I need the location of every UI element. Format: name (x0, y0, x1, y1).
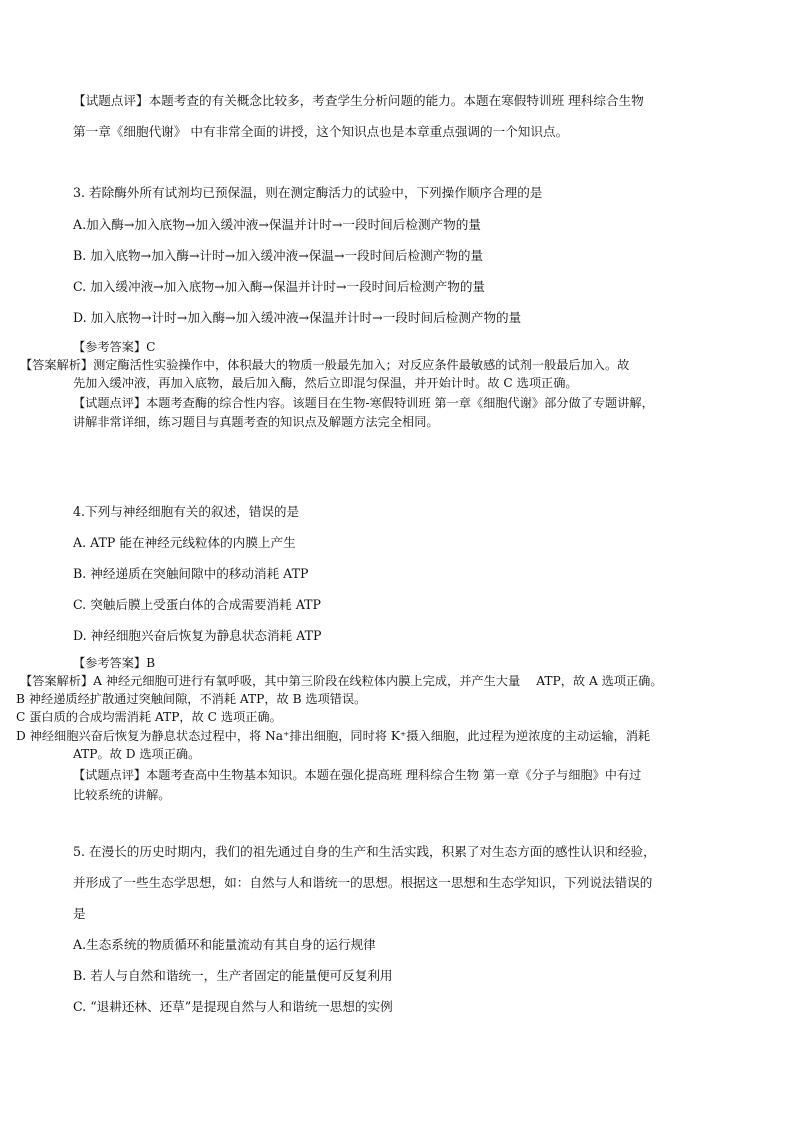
analysis-line: B 神经递质经扩散通过突触间隙，不消耗 ATP，故 B 选项错误。 (16, 692, 367, 706)
option-d: D. 神经细胞兴奋后恢复为静息状态消耗 ATP (73, 628, 322, 643)
option-b: B. 神经递质在突触间隙中的移动消耗 ATP (73, 566, 309, 581)
question-3-stem: 3. 若除酶外所有试剂均已预保温，则在测定酶活力的试验中，下列操作顺序合理的是 (73, 185, 543, 200)
analysis-line: C 蛋白质的合成均需消耗 ATP，故 C 选项正确。 (16, 710, 282, 724)
comment-line: 讲解非常详细，练习题目与真题考查的知识点及解题方法完全相同。 (73, 415, 439, 429)
option-b: B. 加入底物→加入酶→计时→加入缓冲液→保温→一段时间后检测产物的量 (73, 248, 484, 263)
comment-line: 【试题点评】本题考查酶的综合性内容。该题目在生物-寒假特训班 第一章《细胞代谢》部分做了专题讲解， (73, 396, 654, 410)
analysis-line: 【答案解析】测定酶活性实验操作中，体积最大的物质一般最先加入；对反应条件最敏感的试剂一般最后加入。故 (20, 358, 630, 372)
analysis-line: D 神经细胞兴奋后恢复为静息状态过程中，将 Na⁺排出细胞，同时将 K⁺摄入细胞，此过程为逆浓度的主动运输，消耗 (16, 729, 651, 743)
option-a: A.加入酶→加入底物→加入缓冲液→保温并计时→一段时间后检测产物的量 (73, 217, 481, 232)
option-c: C. “退耕还林、还草”是提现自然与人和谐统一思想的实例 (73, 999, 393, 1014)
analysis-line: ATP。故 D 选项正确。 (73, 747, 201, 761)
question-5-stem: 5. 在漫长的历史时期内，我们的祖先通过自身的生产和生活实践，积累了对生态方面的感性认识和经验， (73, 844, 656, 859)
answer: 【参考答案】B (73, 656, 156, 670)
option-c: C. 加入缓冲液→加入底物→加入酶→保温并计时→一段时间后检测产物的量 (73, 279, 486, 294)
option-a: A.生态系统的物质循环和能量流动有其自身的运行规律 (73, 937, 376, 952)
comment-line: 比较系统的讲解。 (73, 788, 171, 802)
question-4-stem: 4.下列与神经细胞有关的叙述，错误的是 (73, 504, 300, 519)
analysis-line: 先加入缓冲液，再加入底物，最后加入酶，然后立即混匀保温，并开始计时。故 C 选项正确。 (73, 376, 578, 390)
comment-line: 第一章《细胞代谢》 中有非常全面的讲授，这个知识点也是本章重点强调的一个知识点。 (73, 124, 569, 139)
question-5-stem: 并形成了一些生态学思想，如：自然与人和谐统一的思想。根据这一思想和生态学知识，下列说法错误的 (73, 875, 653, 890)
question-5-stem: 是 (73, 906, 86, 921)
comment-line: 【试题点评】本题考查的有关概念比较多，考查学生分析问题的能力。本题在寒假特训班 理科综合生物 (73, 93, 644, 108)
comment-line: 【试题点评】本题考查高中生物基本知识。本题在强化提高班 理科综合生物 第一章《分子与细胞》中有过 (73, 768, 642, 782)
analysis-line: 【答案解析】A 神经元细胞可进行有氧呼吸，其中第三阶段在线粒体内膜上完成，并产生大量 ATP，故 A 选项正确。 (20, 674, 663, 688)
option-d: D. 加入底物→计时→加入酶→加入缓冲液→保温并计时→一段时间后检测产物的量 (73, 310, 522, 325)
option-a: A. ATP 能在神经元线粒体的内膜上产生 (73, 535, 296, 550)
answer: 【参考答案】C (73, 340, 156, 354)
option-c: C. 突触后膜上受蛋白体的合成需要消耗 ATP (73, 597, 321, 612)
option-b: B. 若人与自然和谐统一，生产者固定的能量便可反复利用 (73, 968, 393, 983)
